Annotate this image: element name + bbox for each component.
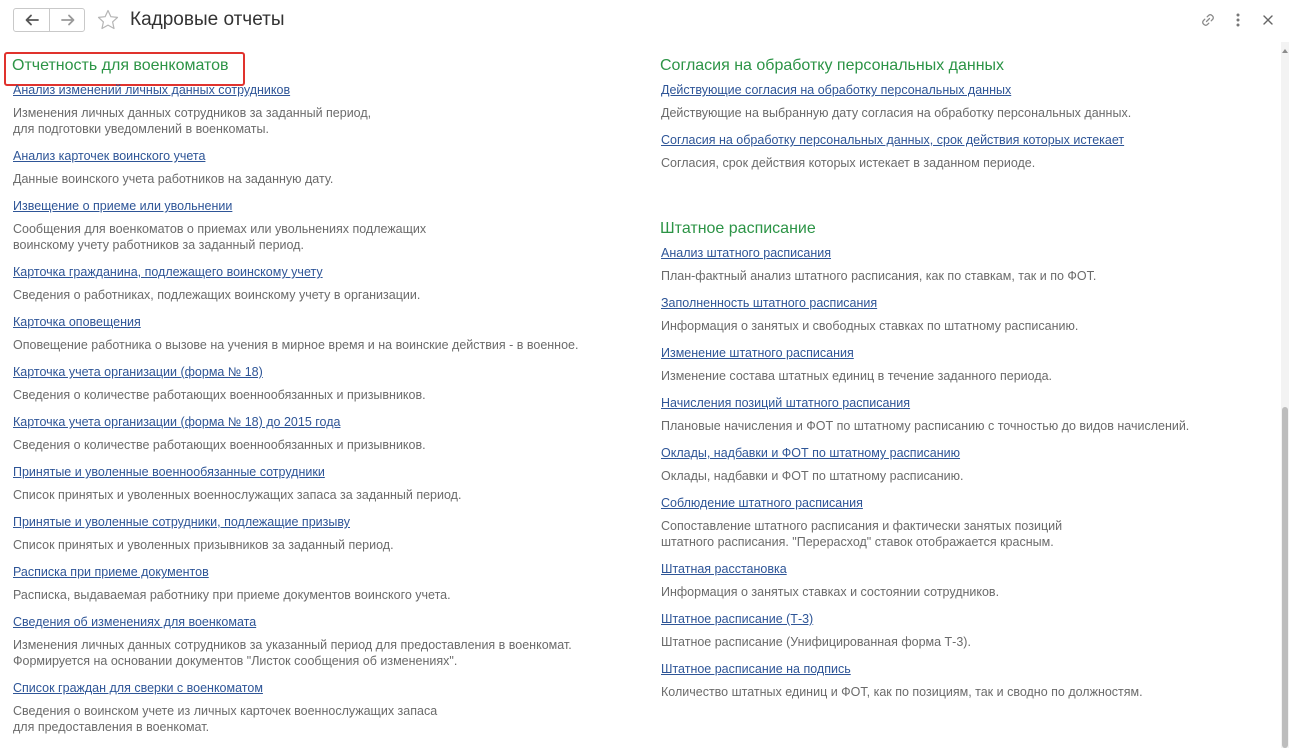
report-item (661, 611, 1281, 650)
report-description: Штатное расписание (Унифицированная форма Т-3). (661, 635, 971, 649)
report-link[interactable]: Карточка учета организации (форма № 18) (13, 365, 263, 379)
report-link[interactable]: Карточка гражданина, подлежащего воинскому учету (13, 265, 323, 279)
report-item (661, 661, 1281, 700)
link-icon (1200, 12, 1216, 28)
report-link[interactable]: Штатное расписание на подпись (661, 662, 851, 676)
report-link[interactable]: Сведения об изменениях для военкомата (13, 615, 257, 629)
report-item (13, 614, 633, 669)
report-description: Изменения личных данных сотрудников за указанный период для предоставления в военкомат. Формируется на основании документов "Листок сообщения об изменениях". (13, 638, 572, 668)
section-title: Штатное расписание (660, 220, 816, 237)
report-link[interactable]: Извещение о приеме или увольнении (13, 199, 233, 213)
section-staffing-table (660, 219, 1280, 239)
report-description: Сопоставление штатного расписания и фактически занятых позиций штатного расписания. "Перерасход" ставок отображается красным. (661, 519, 1063, 549)
report-item (13, 414, 633, 453)
report-item (661, 495, 1281, 550)
more-vertical-icon (1235, 12, 1241, 28)
back-button[interactable] (14, 9, 50, 31)
report-description: Информация о занятых ставках и состоянии сотрудников. (661, 585, 1000, 599)
report-description: Сведения о количестве работающих военнообязанных и призывников. (13, 388, 426, 402)
arrow-right-icon (61, 14, 75, 26)
report-link[interactable]: Заполненность штатного расписания (661, 296, 878, 310)
report-link[interactable]: Штатное расписание (Т-3) (661, 612, 814, 626)
window-header (0, 0, 1289, 42)
report-link[interactable]: Карточка оповещения (13, 315, 141, 329)
report-item (13, 564, 633, 603)
report-description: Согласия, срок действия которых истекает в заданном периоде. (661, 156, 1036, 170)
report-description: Список принятых и уволенных военнослужащих запаса за заданный период. (13, 488, 462, 502)
report-item (13, 464, 633, 503)
report-item (13, 198, 633, 253)
report-description: Расписка, выдаваемая работнику при приеме документов воинского учета. (13, 588, 451, 602)
section-title: Отчетность для военкоматов (12, 57, 229, 74)
vertical-scrollbar[interactable] (1281, 42, 1289, 748)
page-title: Кадровые отчеты (130, 9, 285, 30)
report-link[interactable]: Соблюдение штатного расписания (661, 496, 863, 510)
report-link[interactable]: Список граждан для сверки с военкоматом (13, 681, 263, 695)
report-item (13, 264, 633, 303)
more-menu-button[interactable] (1228, 10, 1248, 30)
report-item (661, 132, 1281, 171)
report-link[interactable]: Принятые и уволенные сотрудники, подлежащие призыву (13, 515, 350, 529)
report-description: Данные воинского учета работников на заданную дату. (13, 172, 334, 186)
report-link[interactable]: Принятые и уволенные военнообязанные сотрудники (13, 465, 325, 479)
report-item (661, 445, 1281, 484)
report-description: Плановые начисления и ФОТ по штатному расписанию с точностью до видов начислений. (661, 419, 1190, 433)
report-item (13, 82, 633, 137)
section-title: Согласия на обработку персональных данных (660, 57, 1005, 74)
navigation-buttons (13, 8, 85, 32)
report-description: Изменения личных данных сотрудников за заданный период, для подготовки уведомлений в военкоматы. (13, 106, 372, 136)
report-description: Сведения о воинском учете из личных карточек военнослужащих запаса для предоставления в военкомат. (13, 704, 438, 734)
report-description: Информация о занятых и свободных ставках по штатному расписанию. (661, 319, 1079, 333)
close-icon (1263, 15, 1273, 25)
report-description: Оклады, надбавки и ФОТ по штатному расписанию. (661, 469, 964, 483)
report-link[interactable]: Согласия на обработку персональных данных, срок действия которых истекает (661, 133, 1125, 147)
report-item (13, 514, 633, 553)
report-description: Список принятых и уволенных призывников за заданный период. (13, 538, 394, 552)
highlight-frame (4, 52, 245, 86)
report-link[interactable]: Анализ карточек воинского учета (13, 149, 206, 163)
report-description: Оповещение работника о вызове на учения в мирное время и на воинские действия - в военное. (13, 338, 579, 352)
star-icon (96, 8, 120, 32)
report-item (661, 295, 1281, 334)
scroll-up-button[interactable] (1281, 46, 1289, 56)
arrow-left-icon (25, 14, 39, 26)
report-item (13, 314, 633, 353)
report-link[interactable]: Оклады, надбавки и ФОТ по штатному расписанию (661, 446, 961, 460)
report-link[interactable]: Изменение штатного расписания (661, 346, 854, 360)
copy-link-button[interactable] (1198, 10, 1218, 30)
report-item (661, 82, 1281, 121)
report-description: Сообщения для военкоматов о приемах или увольнениях подлежащих воинскому учету работников за заданный период. (13, 222, 427, 252)
report-description: Сведения о количестве работающих военнообязанных и призывников. (13, 438, 426, 452)
favorite-button[interactable] (96, 8, 120, 32)
report-item (661, 345, 1281, 384)
report-link[interactable]: Расписка при приеме документов (13, 565, 209, 579)
report-item (661, 245, 1281, 284)
report-link[interactable]: Начисления позиций штатного расписания (661, 396, 911, 410)
report-link[interactable]: Анализ штатного расписания (661, 246, 832, 260)
report-description: Количество штатных единиц и ФОТ, как по позициям, так и сводно по должностям. (661, 685, 1143, 699)
section-military-reporting (12, 56, 632, 76)
report-link[interactable]: Анализ изменений личных данных сотрудников (13, 83, 291, 97)
report-description: Действующие на выбранную дату согласия на обработку персональных данных. (661, 106, 1132, 120)
triangle-up-icon (1282, 49, 1288, 53)
report-item (13, 364, 633, 403)
report-description: План-фактный анализ штатного расписания, как по ставкам, так и по ФОТ. (661, 269, 1097, 283)
report-item (13, 148, 633, 187)
report-link[interactable]: Карточка учета организации (форма № 18) до 2015 года (13, 415, 341, 429)
close-button[interactable] (1258, 10, 1278, 30)
report-item (661, 395, 1281, 434)
scrollbar-thumb[interactable] (1282, 407, 1288, 748)
section-personal-data-consents (660, 56, 1280, 76)
report-link[interactable]: Штатная расстановка (661, 562, 787, 576)
reports-panel (0, 42, 1281, 748)
report-description: Изменение состава штатных единиц в течение заданного периода. (661, 369, 1053, 383)
forward-button[interactable] (50, 9, 85, 31)
report-item (13, 680, 633, 735)
report-item (661, 561, 1281, 600)
report-description: Сведения о работниках, подлежащих воинскому учету в организации. (13, 288, 421, 302)
report-link[interactable]: Действующие согласия на обработку персональных данных (661, 83, 1012, 97)
